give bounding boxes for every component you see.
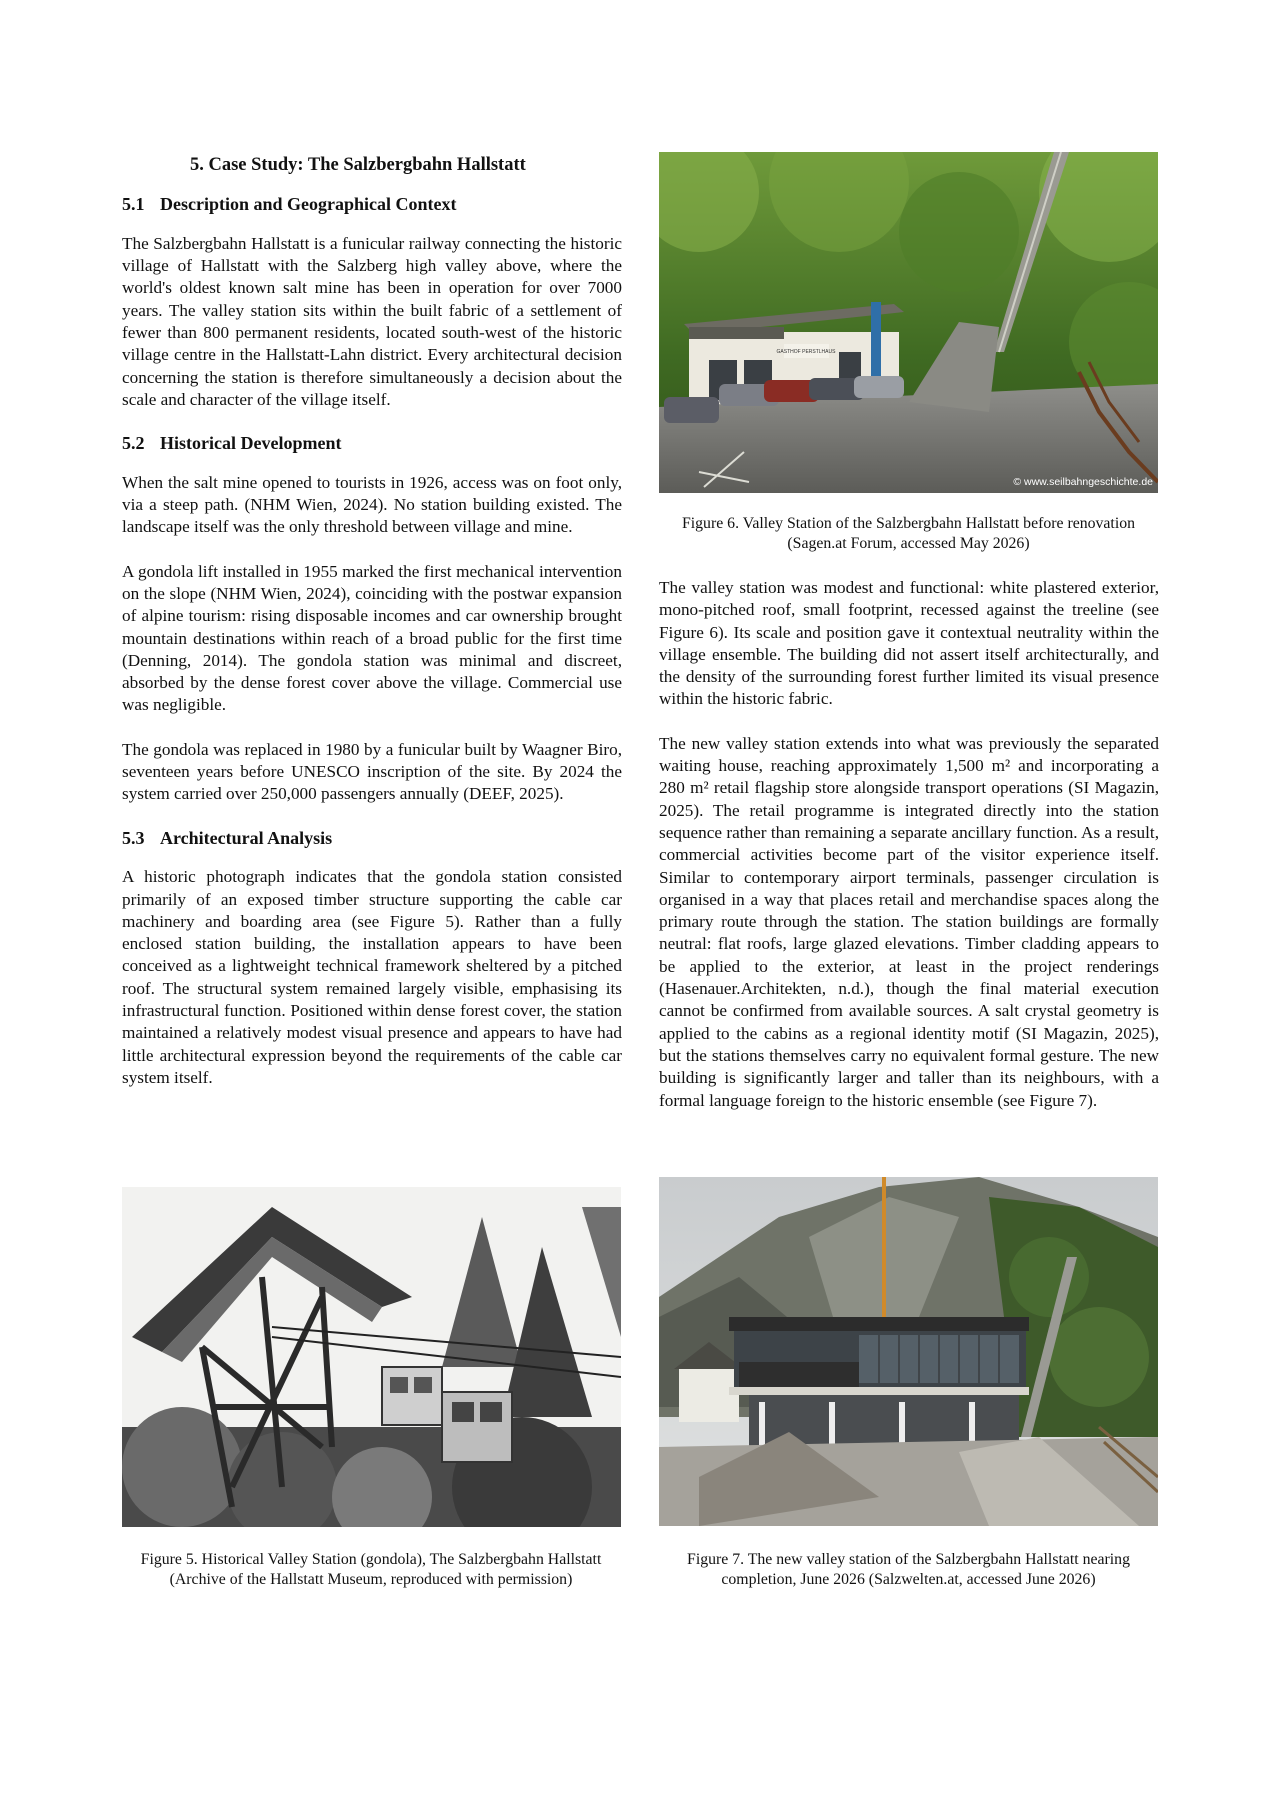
figure-7-caption: Figure 7. The new valley station of the Salzbergbahn Hallstatt nearing completion, June 2026 (Salzwelten.at, accessed June 2026): [687, 1551, 1130, 1588]
figure-6-photo: [659, 152, 1158, 493]
subsection-number: 5.3: [122, 827, 145, 848]
subsection-number: 5.1: [122, 194, 145, 215]
left-column: [122, 146, 622, 1089]
subsection-number: 5.2: [122, 433, 145, 454]
figure-5-photo: [122, 1187, 621, 1527]
paragraph: The valley station was modest and functional: white plastered exterior, mono-pitched roof, small footprint, recessed against the treeline (see Figure 6). Its scale and position gave it contextual neutrality within the village ensemble. The building did not assert itself architecturally, and the density of the surrounding forest further limited its visual presence within the historic fabric.: [659, 578, 1159, 709]
building-sign: GASTHOF PERSTLHAUS: [776, 349, 836, 355]
paragraph: The Salzbergbahn Hallstatt is a funicular railway connecting the historic village of Hallstatt with the Salzberg high valley above, where the world's oldest known salt mine has been in operation for over 7000 years. The valley station sits within the built fabric of a settlement of fewer than 800 permanent residents, located south-west of the historic village centre in the Hallstatt-Lahn district. Every architectural decision concerning the station is therefore simultaneously a decision about the scale and character of the village itself.: [122, 233, 622, 409]
subsection-heading-5-1: [122, 194, 622, 216]
figure-7-photo: [659, 1177, 1158, 1526]
subsection-title: Historical Development: [160, 433, 342, 454]
subsection-title: Architectural Analysis: [160, 827, 333, 848]
paragraph: When the salt mine opened to tourists in 1926, access was on foot only, via a steep path. (NHM Wien, 2024). No station building existed. The landscape itself was the only threshold between village and mine.: [122, 472, 622, 537]
paragraph: A historic photograph indicates that the gondola station consisted primarily of an exposed timber structure supporting the cable car machinery and boarding area (see Figure 5). Rather than a fully enclosed station building, the installation appears to have been conceived as a lightweight technical framework sheltered by a pitched roof. The structural system remained largely visible, emphasising its infrastructural function. Positioned within dense forest cover, the station maintained a relatively modest visual presence and appears to have had little architectural expression beyond the requirements of the cable car system itself.: [122, 867, 622, 1087]
subsection-heading-5-2: [122, 433, 622, 455]
figure-6-watermark: © www.seilbahngeschichte.de: [1013, 476, 1153, 488]
figure-6-caption: Figure 6. Valley Station of the Salzbergbahn Hallstatt before renovation (Sagen.at Forum, accessed May 2026): [681, 515, 1136, 552]
paragraph: A gondola lift installed in 1955 marked the first mechanical intervention on the slope (NHM Wien, 2024), coinciding with the postwar expansion of alpine tourism: rising disposable incomes and car ownership brought mountain destinations within reach of a broad public for the first time (Denning, 2014). The gondola station was minimal and discreet, absorbed by the dense forest cover above the village. Commercial use was negligible.: [122, 561, 622, 715]
paragraph: The gondola was replaced in 1980 by a funicular built by Waagner Biro, seventeen years before UNESCO inscription of the site. By 2024 the system carried over 250,000 passengers annually (DEEF, 2025).: [122, 739, 622, 804]
figure-5-caption: Figure 5. Historical Valley Station (gondola), The Salzbergbahn Hallstatt (Archive of the Hallstatt Museum, reproduced with permission): [140, 1551, 602, 1588]
subsection-title: Description and Geographical Context: [160, 194, 457, 215]
section-title: 5. Case Study: The Salzbergbahn Hallstatt: [190, 155, 526, 175]
paragraph: The new valley station extends into what was previously the separated waiting house, reaching approximately 1,500 m² and incorporating a 280 m² retail flagship store alongside transport operations (SI Magazin, 2025). The retail programme is integrated directly into the station sequence rather than remaining a separate ancillary function. As a result, commercial activities become part of the visitor experience itself. Similar to contemporary airport terminals, passenger circulation is organised in a way that places retail and merchandise spaces along the primary route through the station. The station buildings are formally neutral: flat roofs, large glazed elevations. Timber cladding appears to be applied to the exterior, at least in the project renderings (Hasenauer.Architekten, n.d.), though the final material execution cannot be confirmed from available sources. A salt crystal geometry is applied to the cabins as a regional identity motif (SI Magazin, 2025), but the stations themselves carry no equivalent formal gesture. The new building is significantly larger and taller than its neighbours, with a formal language foreign to the historic ensemble (see Figure 7).: [659, 733, 1159, 1110]
subsection-heading-5-3: [122, 828, 622, 850]
right-column: [659, 577, 1159, 1112]
